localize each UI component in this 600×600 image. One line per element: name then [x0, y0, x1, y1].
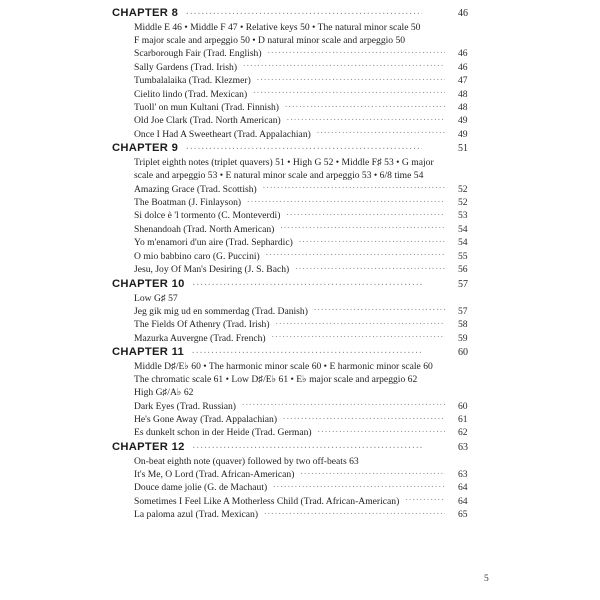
- toc-entry-page-number: 64: [458, 482, 468, 494]
- dot-leader: [405, 495, 445, 504]
- chapter-section: [112, 141, 490, 276]
- dot-leader: [287, 114, 445, 123]
- toc-entry-row[interactable]: [134, 183, 490, 196]
- toc-entry-page-number: 48: [458, 88, 468, 100]
- chapter-heading-row[interactable]: [112, 6, 490, 19]
- toc-entry-page-number: 61: [458, 413, 468, 425]
- toc-entry-title: Old Joe Clark (Trad. North American): [134, 115, 281, 127]
- toc-entry-row[interactable]: [134, 305, 490, 318]
- dot-leader: [317, 128, 445, 137]
- toc-entry-title: It's Me, O Lord (Trad. African-American): [134, 468, 295, 480]
- toc-entry-title: Douce dame jolie (G. de Machaut): [134, 482, 268, 494]
- chapter-description-line: Middle D♯/E♭ 60 • The harmonic minor scale 60 • E harmonic minor scale 60: [134, 360, 433, 372]
- dot-leader: [247, 196, 445, 205]
- chapter-description-line: scale and arpeggio 53 • E natural minor scale and arpeggio 53 • 6/8 time 54: [134, 170, 424, 182]
- toc-entry-title: The Fields Of Athenry (Trad. Irish): [134, 319, 270, 331]
- toc-entry-page-number: 63: [458, 468, 468, 480]
- dot-leader: [243, 61, 445, 70]
- toc-entry-row[interactable]: [134, 209, 490, 222]
- chapter-section: [112, 277, 490, 345]
- toc-entry-page-number: 56: [458, 264, 468, 276]
- toc-entry-title: La paloma azul (Trad. Mexican): [134, 509, 259, 521]
- toc-entry-row[interactable]: [134, 318, 490, 331]
- chapter-heading-row[interactable]: [112, 141, 490, 154]
- dot-leader: [268, 47, 445, 56]
- dot-leader: [186, 141, 422, 151]
- toc-entry-row[interactable]: [134, 481, 490, 494]
- dot-leader: [253, 88, 445, 97]
- dot-leader: [242, 400, 445, 409]
- chapter-title: CHAPTER 10: [112, 277, 185, 290]
- chapter-page-number: 57: [458, 278, 468, 290]
- chapter-title: CHAPTER 9: [112, 142, 179, 155]
- dot-leader: [283, 413, 445, 422]
- dot-leader: [264, 508, 445, 517]
- toc-entry-page-number: 65: [458, 509, 468, 521]
- toc-entry-row[interactable]: [134, 196, 490, 209]
- chapter-description: [134, 455, 490, 468]
- toc-entry-row[interactable]: [134, 88, 490, 101]
- toc-entry-row[interactable]: [134, 332, 490, 345]
- toc-entry-page-number: 48: [458, 102, 468, 114]
- chapter-description: [134, 21, 490, 47]
- toc-entry-page-number: 55: [458, 250, 468, 262]
- toc-entry-row[interactable]: [134, 61, 490, 74]
- toc-entry-row[interactable]: [134, 263, 490, 276]
- toc-entry-title: O mio babbino caro (G. Puccini): [134, 250, 260, 262]
- dot-leader: [286, 209, 445, 218]
- toc-entry-page-number: 54: [458, 223, 468, 235]
- toc-entry-title: Yo m'enamori d'un aire (Trad. Sephardic): [134, 237, 293, 249]
- dot-leader: [276, 318, 445, 327]
- chapter-description-line: F major scale and arpeggio 50 • D natural minor scale and arpeggio 50: [134, 35, 406, 47]
- chapter-title: CHAPTER 8: [112, 7, 179, 19]
- toc-entry-row[interactable]: [134, 468, 490, 481]
- toc-entry-page-number: 58: [458, 319, 468, 331]
- toc-entry-title: Si dolce è 'l tormento (C. Monteverdi): [134, 210, 281, 222]
- toc-entry-page-number: 46: [458, 61, 468, 73]
- toc-entry-row[interactable]: [134, 508, 490, 521]
- toc-entry-row[interactable]: [134, 74, 490, 87]
- chapter-description-line: The chromatic scale 61 • Low D♯/E♭ 61 • E♭ major scale and arpeggio 62: [134, 374, 418, 386]
- dot-leader: [299, 236, 445, 245]
- toc-entry-page-number: 59: [458, 332, 468, 344]
- dot-leader: [193, 440, 422, 450]
- toc-entry-title: Shenandoah (Trad. North American): [134, 223, 275, 235]
- table-of-contents: [112, 6, 490, 522]
- toc-entry-page-number: 62: [458, 427, 468, 439]
- toc-entry-title: The Boatman (J. Finlayson): [134, 197, 242, 209]
- chapter-page-number: 51: [458, 143, 468, 155]
- toc-entry-title: Sometimes I Feel Like A Motherless Child (Trad. African-American): [134, 495, 400, 507]
- toc-entry-page-number: 46: [458, 48, 468, 60]
- toc-entry-page-number: 52: [458, 197, 468, 209]
- chapter-heading-row[interactable]: [112, 345, 490, 358]
- toc-entry-page-number: 60: [458, 400, 468, 412]
- toc-entry-title: He's Gone Away (Trad. Appalachian): [134, 413, 278, 425]
- chapter-section: [112, 345, 490, 440]
- toc-entry-title: Dark Eyes (Trad. Russian): [134, 400, 236, 412]
- toc-entry-title: Sally Gardens (Trad. Irish): [134, 61, 238, 73]
- toc-entry-page-number: 52: [458, 183, 468, 195]
- chapter-title: CHAPTER 11: [112, 345, 185, 358]
- chapter-description-line: Low G♯ 57: [134, 292, 178, 304]
- toc-entry-page-number: 54: [458, 237, 468, 249]
- toc-entry-row[interactable]: [134, 223, 490, 236]
- dot-leader: [295, 263, 445, 272]
- dot-leader: [285, 101, 445, 110]
- toc-entry-title: Amazing Grace (Trad. Scottish): [134, 183, 257, 195]
- chapter-section: [112, 6, 490, 141]
- toc-entry-title: Once I Had A Sweetheart (Trad. Appalachian): [134, 128, 311, 140]
- dot-leader: [193, 277, 422, 287]
- toc-entry-row[interactable]: [134, 236, 490, 249]
- toc-entry-row[interactable]: [134, 250, 490, 263]
- toc-entry-title: Mazurka Auvergne (Trad. French): [134, 332, 266, 344]
- chapter-description: [134, 360, 490, 400]
- toc-entry-row[interactable]: [134, 47, 490, 60]
- dot-leader: [318, 426, 445, 435]
- chapter-description-line: Triplet eighth notes (triplet quavers) 51 • High G 52 • Middle F♯ 53 • G major: [134, 157, 434, 169]
- dot-leader: [263, 183, 445, 192]
- toc-entry-row[interactable]: [134, 101, 490, 114]
- toc-entry-page-number: 47: [458, 75, 468, 87]
- chapter-page-number: 63: [458, 441, 468, 453]
- chapter-page-number: 46: [458, 8, 468, 19]
- toc-entry-title: Jeg gik mig ud en sommerdag (Trad. Danish): [134, 305, 308, 317]
- chapter-description-line: Middle E 46 • Middle F 47 • Relative keys 50 • The natural minor scale 50: [134, 22, 421, 33]
- toc-entry-page-number: 64: [458, 495, 468, 507]
- dot-leader: [314, 305, 445, 314]
- toc-entry-page-number: 57: [458, 305, 468, 317]
- dot-leader: [186, 6, 422, 16]
- toc-entry-title: Cielito lindo (Trad. Mexican): [134, 88, 248, 100]
- chapter-section: [112, 440, 490, 522]
- dot-leader: [300, 468, 445, 477]
- chapter-title: CHAPTER 12: [112, 440, 185, 453]
- dot-leader: [273, 481, 445, 490]
- chapter-description-line: On-beat eighth note (quaver) followed by two off-beats 63: [134, 455, 359, 467]
- dot-leader: [280, 223, 445, 232]
- toc-entry-row[interactable]: [134, 495, 490, 508]
- toc-entry-page-number: 49: [458, 115, 468, 127]
- dot-leader: [272, 332, 445, 341]
- chapter-description: [134, 292, 490, 305]
- page-folio-number: 5: [484, 574, 489, 584]
- toc-entry-title: Scarborough Fair (Trad. English): [134, 48, 262, 60]
- chapter-description: [134, 156, 490, 182]
- toc-entry-title: Es dunkelt schon in der Heide (Trad. German): [134, 427, 312, 439]
- dot-leader: [266, 250, 445, 259]
- toc-entry-row[interactable]: [134, 114, 490, 127]
- toc-entry-row[interactable]: [134, 426, 490, 439]
- dot-leader: [192, 345, 422, 355]
- toc-entry-title: Tuoll' on mun Kultani (Trad. Finnish): [134, 102, 279, 114]
- toc-entry-title: Tumbalalaika (Trad. Klezmer): [134, 75, 251, 87]
- toc-entry-row[interactable]: [134, 128, 490, 141]
- chapter-description-line: High G♯/A♭ 62: [134, 387, 194, 399]
- dot-leader: [257, 74, 445, 83]
- chapter-page-number: 60: [458, 346, 468, 358]
- toc-entry-title: Jesu, Joy Of Man's Desiring (J. S. Bach): [134, 264, 290, 276]
- toc-entry-row[interactable]: [134, 413, 490, 426]
- toc-entry-page-number: 49: [458, 128, 468, 140]
- toc-entry-page-number: 53: [458, 210, 468, 222]
- chapter-heading-row[interactable]: [112, 440, 490, 453]
- toc-entry-row[interactable]: [134, 400, 490, 413]
- chapter-heading-row[interactable]: [112, 277, 490, 290]
